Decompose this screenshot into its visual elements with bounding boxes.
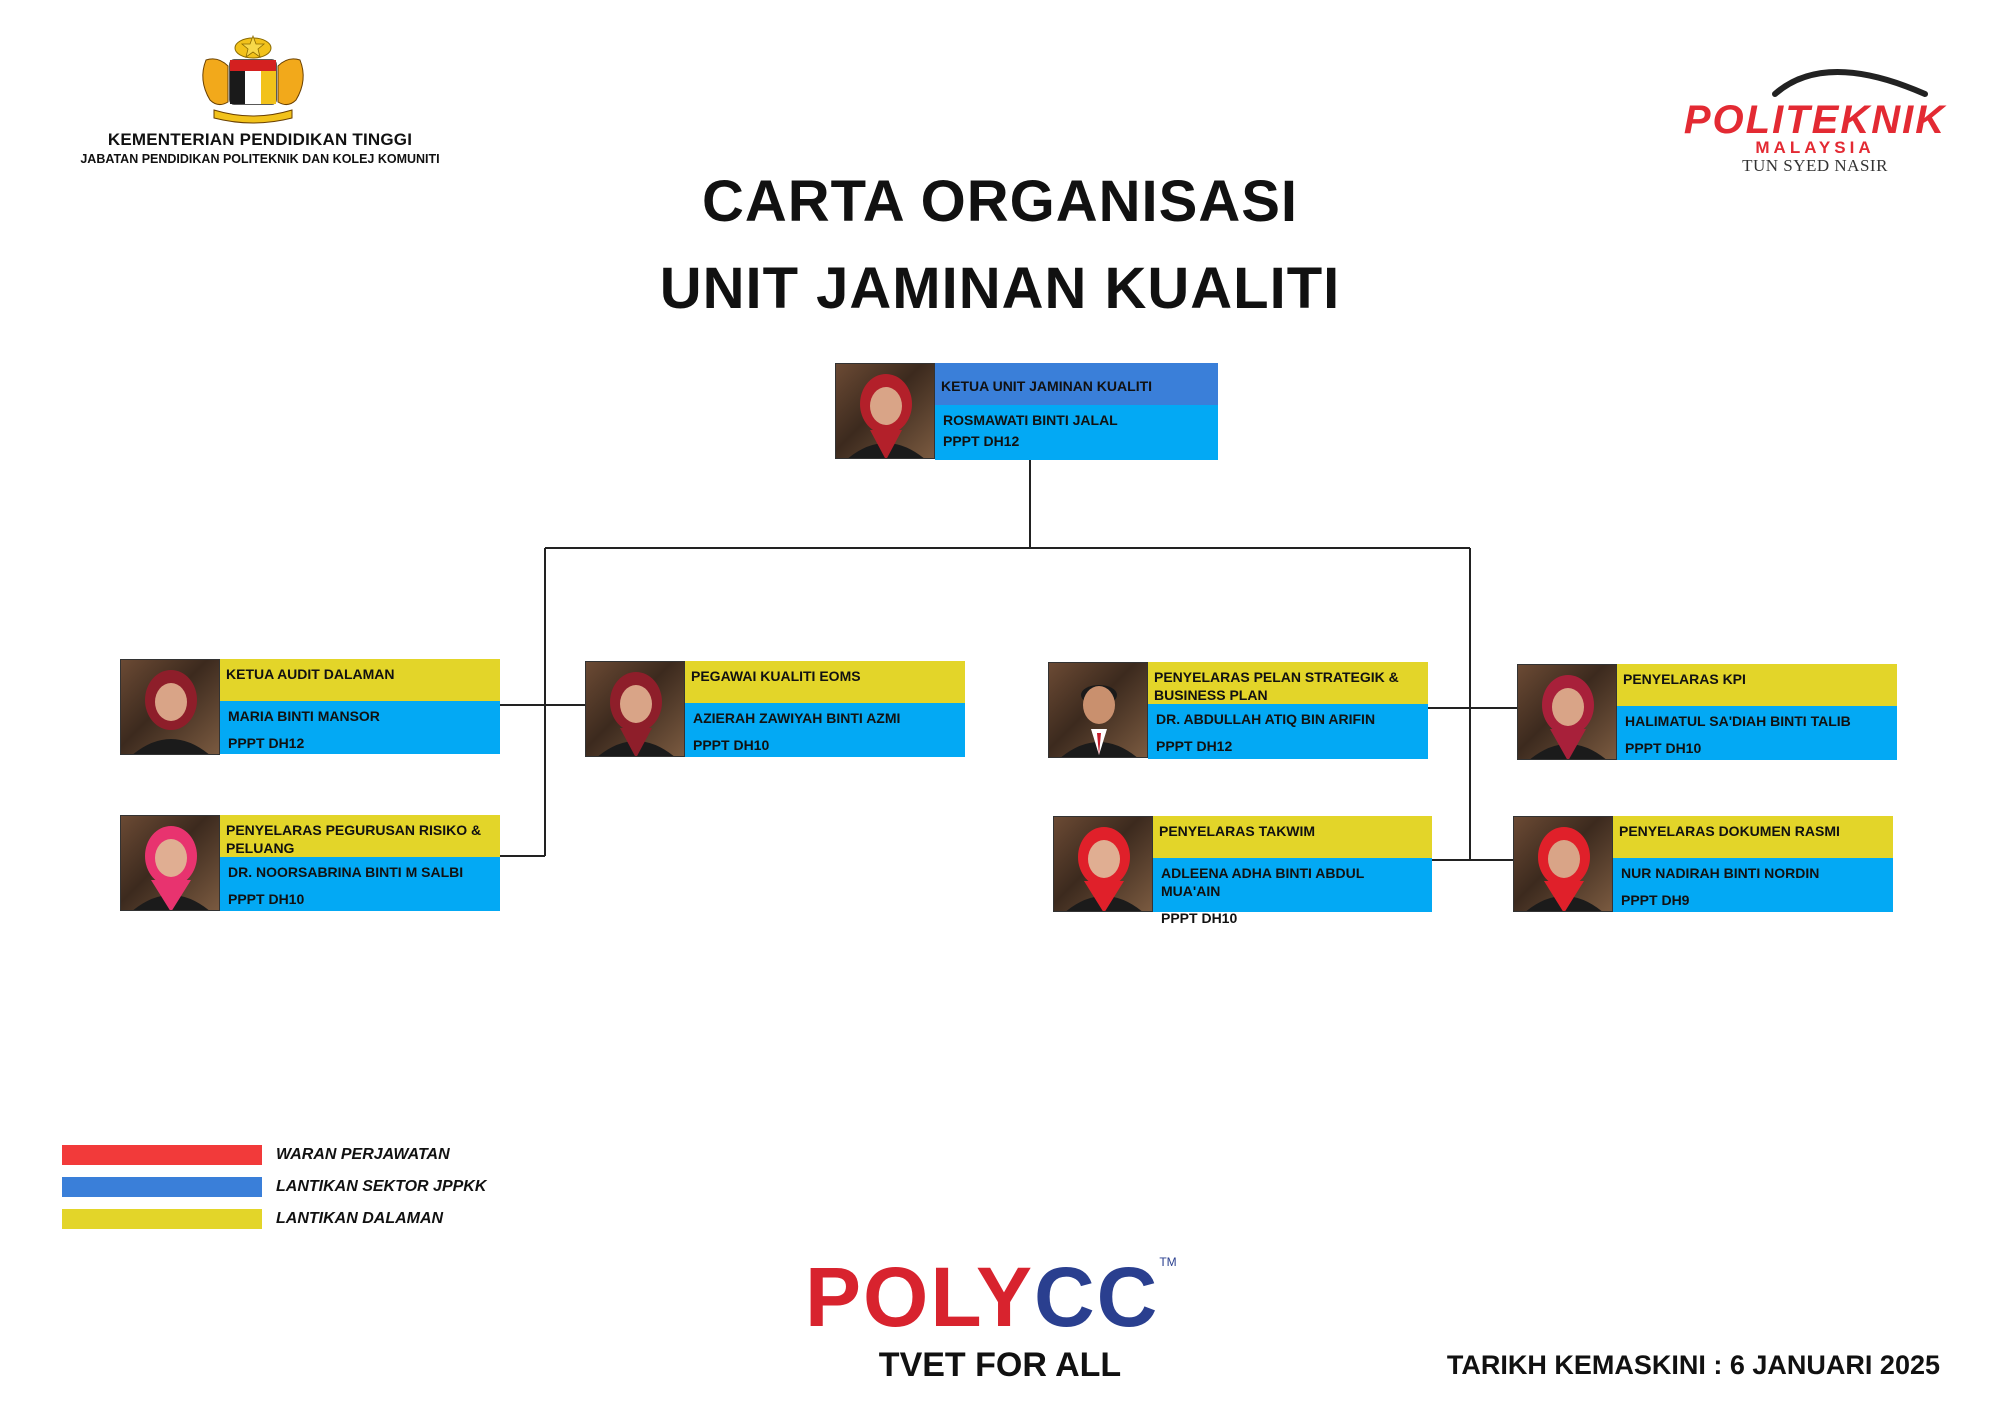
- role-title: PENYELARAS PEGURUSAN RISIKO & PELUANG: [220, 815, 500, 857]
- person-info: [1613, 858, 1893, 912]
- org-card-member: [1513, 816, 1893, 912]
- role-title: PENYELARAS DOKUMEN RASMI: [1613, 816, 1893, 858]
- person-grade: PPPT DH10: [1625, 740, 1702, 756]
- polycc-logo-tm: TM: [1159, 1255, 1177, 1269]
- role-title: KETUA AUDIT DALAMAN: [220, 659, 500, 701]
- chart-title-line2: UNIT JAMINAN KUALITI: [659, 256, 1341, 321]
- person-info: [1153, 858, 1432, 926]
- politeknik-campus: TUN SYED NASIR: [1742, 156, 1888, 175]
- person-name: MARIA BINTI MANSOR: [228, 708, 380, 724]
- legend-swatch-sektor: [62, 1177, 262, 1197]
- person-photo-icon: [120, 815, 220, 911]
- polycc-logo: [805, 1250, 1205, 1344]
- department-name: JABATAN PENDIDIKAN POLITEKNIK DAN KOLEJ KOMUNITI: [80, 152, 440, 166]
- tagline: TVET FOR ALL: [878, 1346, 1122, 1384]
- person-grade: PPPT DH12: [943, 433, 1020, 449]
- person-photo-icon: [1053, 816, 1153, 912]
- person-info: [220, 857, 500, 911]
- person-photo-icon: [1517, 664, 1617, 760]
- role-title: PEGAWAI KUALITI EOMS: [685, 661, 965, 703]
- org-card-member: [1053, 816, 1432, 926]
- person-name: AZIERAH ZAWIYAH BINTI AZMI: [693, 710, 901, 726]
- person-grade: PPPT DH10: [693, 737, 770, 753]
- legend-swatch-dalaman: [62, 1209, 262, 1229]
- org-card-member: [120, 815, 500, 911]
- person-photo-icon: [585, 661, 685, 757]
- ministry-name: KEMENTERIAN PENDIDIKAN TINGGI: [107, 130, 413, 149]
- polycc-logo-poly: POLY: [805, 1250, 1034, 1344]
- person-info: [1148, 704, 1428, 759]
- person-name: ADLEENA ADHA BINTI ABDUL MUA'AIN: [1161, 865, 1364, 899]
- legend-label: LANTIKAN SEKTOR JPPKK: [276, 1178, 487, 1195]
- person-photo-icon: [120, 659, 220, 755]
- legend-swatch-waran: [62, 1145, 262, 1165]
- org-card-member: [585, 661, 965, 757]
- person-name: DR. NOORSABRINA BINTI M SALBI: [228, 864, 464, 880]
- legend-label: LANTIKAN DALAMAN: [276, 1210, 444, 1227]
- role-title: KETUA UNIT JAMINAN KUALITI: [935, 363, 1218, 405]
- person-grade: PPPT DH10: [228, 891, 305, 907]
- person-info: [1617, 706, 1897, 760]
- person-photo-icon: [1513, 816, 1613, 912]
- org-card-member: [120, 659, 500, 754]
- role-title: PENYELARAS TAKWIM: [1153, 816, 1432, 858]
- polycc-logo-cc: CC: [1034, 1250, 1160, 1344]
- person-photo-icon: [1048, 662, 1148, 758]
- last-updated: TARIKH KEMASKINI : 6 JANUARI 2025: [1446, 1350, 1940, 1380]
- person-info: [220, 701, 500, 754]
- person-grade: PPPT DH12: [1156, 738, 1233, 754]
- org-card-member: [1048, 662, 1428, 759]
- person-name: ROSMAWATI BINTI JALAL: [943, 412, 1118, 428]
- chart-title-line1: CARTA ORGANISASI: [702, 169, 1298, 234]
- org-card-head: [835, 363, 1218, 460]
- person-grade: PPPT DH12: [228, 735, 305, 751]
- person-info: [935, 405, 1218, 460]
- person-grade: PPPT DH9: [1621, 892, 1690, 908]
- person-info: [685, 703, 965, 757]
- role-title: PENYELARAS PELAN STRATEGIK & BUSINESS PLAN: [1148, 662, 1428, 704]
- politeknik-logo-word: POLITEKNIK: [1683, 98, 1947, 142]
- person-name: HALIMATUL SA'DIAH BINTI TALIB: [1625, 713, 1851, 729]
- role-title: PENYELARAS KPI: [1617, 664, 1897, 706]
- person-name: NUR NADIRAH BINTI NORDIN: [1621, 865, 1820, 881]
- person-photo-icon: [835, 363, 935, 459]
- org-card-member: [1517, 664, 1897, 760]
- person-grade: PPPT DH10: [1161, 910, 1238, 926]
- politeknik-logo-sub: MALAYSIA: [1755, 138, 1875, 157]
- legend-label: WARAN PERJAWATAN: [276, 1146, 450, 1163]
- person-name: DR. ABDULLAH ATIQ BIN ARIFIN: [1156, 711, 1376, 727]
